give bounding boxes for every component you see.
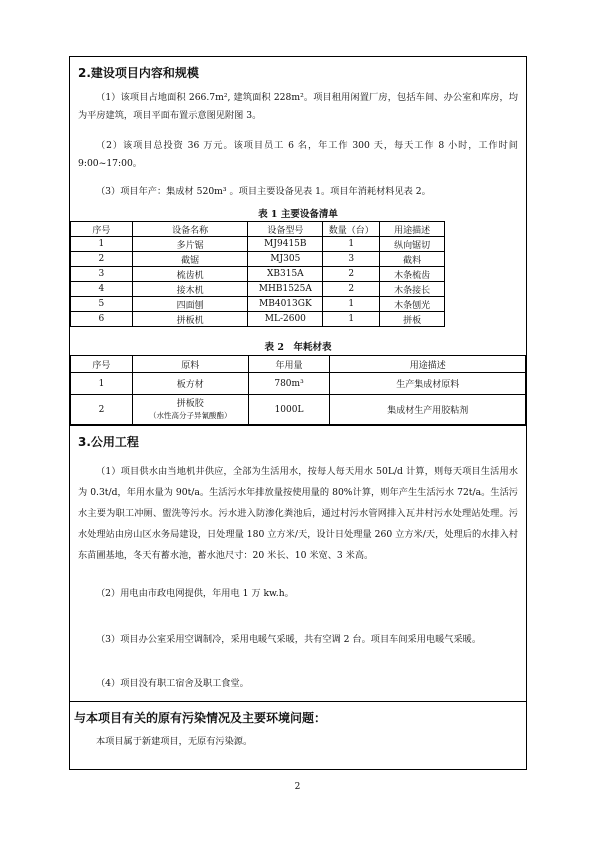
table-cell: 4	[71, 282, 133, 297]
header-cell: 用途描述	[380, 222, 445, 237]
section-4-paragraph: 本项目属于新建项目，无原有污染源。	[96, 736, 253, 747]
table-cell: 生产集成材原料	[330, 373, 526, 395]
table-cell: 木条梳齿	[380, 267, 445, 282]
equipment-table	[70, 221, 445, 327]
table-row	[71, 297, 445, 312]
section-2-heading: 2.建设项目内容和规模	[78, 66, 199, 80]
section-2-paragraph-2: （2）该项目总投资 36 万元。该项目员工 6 名，年工作 300 天，每天工作 8 小时，工作时间 9:00~17:00。	[78, 140, 518, 169]
table-cell: 纵向锯切	[380, 237, 445, 252]
report-frame	[69, 56, 527, 770]
table-cell: 接木机	[132, 282, 248, 297]
table-row	[71, 373, 526, 395]
section-3-paragraph-3: （3）项目办公室采用空调制冷，采用电暖气采暖，共有空调 2 台。项目车间采用电暖气采暖。	[96, 634, 482, 645]
table-row	[71, 237, 445, 252]
table-cell: 3	[71, 267, 133, 282]
header-cell: 序号	[71, 356, 133, 373]
table-cell: 木条接长	[380, 282, 445, 297]
header-cell: 数量（台）	[323, 222, 380, 237]
header-cell: 用途描述	[330, 356, 526, 373]
section-2-paragraph-1: （1）该项目占地面积 266.7m², 建筑面积 228m²。项目租用闲置厂房，包括车间、办公室和库房，均为平房建筑，项目平面布置示意图见附图 3。	[78, 92, 518, 121]
table-cell: 1	[323, 297, 380, 312]
table-cell: ML-2600	[248, 312, 323, 327]
table-cell: 5	[71, 297, 133, 312]
table-cell: 截锯	[132, 252, 248, 267]
materials-table	[70, 355, 526, 425]
section-4-heading: 与本项目有关的原有污染情况及主要环境问题：	[74, 711, 327, 725]
table-header-row	[71, 356, 526, 373]
table-cell: 2	[323, 267, 380, 282]
section-3-paragraph-4: （4）项目没有职工宿舍及职工食堂。	[96, 678, 249, 689]
table-cell: 拼板	[380, 312, 445, 327]
table-cell: 四面刨	[132, 297, 248, 312]
table-cell: 780m³	[248, 373, 330, 395]
table-row	[71, 282, 445, 297]
table-cell: 1	[323, 312, 380, 327]
table-row	[71, 312, 445, 327]
table-cell: 多片锯	[132, 237, 248, 252]
table-row	[71, 395, 526, 425]
table-header-row	[71, 222, 445, 237]
section-3-paragraph-2: （2）用电由市政电网提供，年用电 1 万 kw.h。	[96, 588, 294, 599]
material-note: （水性高分子异氰酸酯）	[148, 411, 232, 420]
section-3-paragraph-1: （1）项目供水由当地机井供应，全部为生活用水，按每人每天用水 50L/d 计算，则每天项目生活用水为 0.3t/d，年用水量为 90t/a。生活污水年排放量按使用量的 80%计算，则年产生生活污水 72t/a。生活污水主要为职工冲厕、盥洗等污水。污水进入防渗化粪池后，通过村污水管网排入瓦井村污水处理站处理。污水处理站由房山区水务局建设，日处理量 180 立方米/天，设计日处理量 260 立方米/天，处理后的水排入村东苗圃基地，冬天有蓄水池，蓄水池尺寸：20 米长、10 米宽、3 米高。	[78, 466, 518, 561]
table-cell: 1	[71, 373, 133, 395]
table-cell: 1000L	[248, 395, 330, 425]
table-row	[71, 267, 445, 282]
table-cell: 1	[71, 237, 133, 252]
page-number: 2	[294, 782, 301, 792]
header-cell: 原料	[132, 356, 248, 373]
header-cell: 设备型号	[248, 222, 323, 237]
section-3-heading: 3.公用工程	[78, 435, 139, 449]
table-cell: MHB1525A	[248, 282, 323, 297]
table-cell: 1	[323, 237, 380, 252]
table-cell: 板方材	[132, 373, 248, 395]
table-cell: MJ305	[248, 252, 323, 267]
header-cell: 年用量	[248, 356, 330, 373]
table-cell: 2	[323, 282, 380, 297]
header-cell: 设备名称	[132, 222, 248, 237]
header-cell: 序号	[71, 222, 133, 237]
section-2-paragraph-3: （3）项目年产：集成材 520m³ 。项目主要设备见表 1。项目年消耗材料见表 2。	[96, 186, 431, 197]
table-cell: MJ9415B	[248, 237, 323, 252]
table-cell: 拼板机	[132, 312, 248, 327]
table-cell	[132, 395, 248, 425]
table-cell: 2	[71, 252, 133, 267]
table-cell: XB315A	[248, 267, 323, 282]
table-cell: 2	[71, 395, 133, 425]
table-cell: 梳齿机	[132, 267, 248, 282]
table-row	[71, 252, 445, 267]
material-name: 拼板胶	[176, 399, 204, 409]
table-cell: 6	[71, 312, 133, 327]
table-cell: 集成材生产用胶粘剂	[330, 395, 526, 425]
section-divider	[70, 425, 526, 426]
section-divider	[70, 701, 526, 702]
table-cell: 木条刨光	[380, 297, 445, 312]
table-1-caption: 表 1 主要设备清单	[258, 209, 338, 220]
table-2-caption: 表 2 年耗材表	[264, 342, 332, 353]
table-cell: 3	[323, 252, 380, 267]
table-cell: 截料	[380, 252, 445, 267]
table-cell: MB4013GK	[248, 297, 323, 312]
